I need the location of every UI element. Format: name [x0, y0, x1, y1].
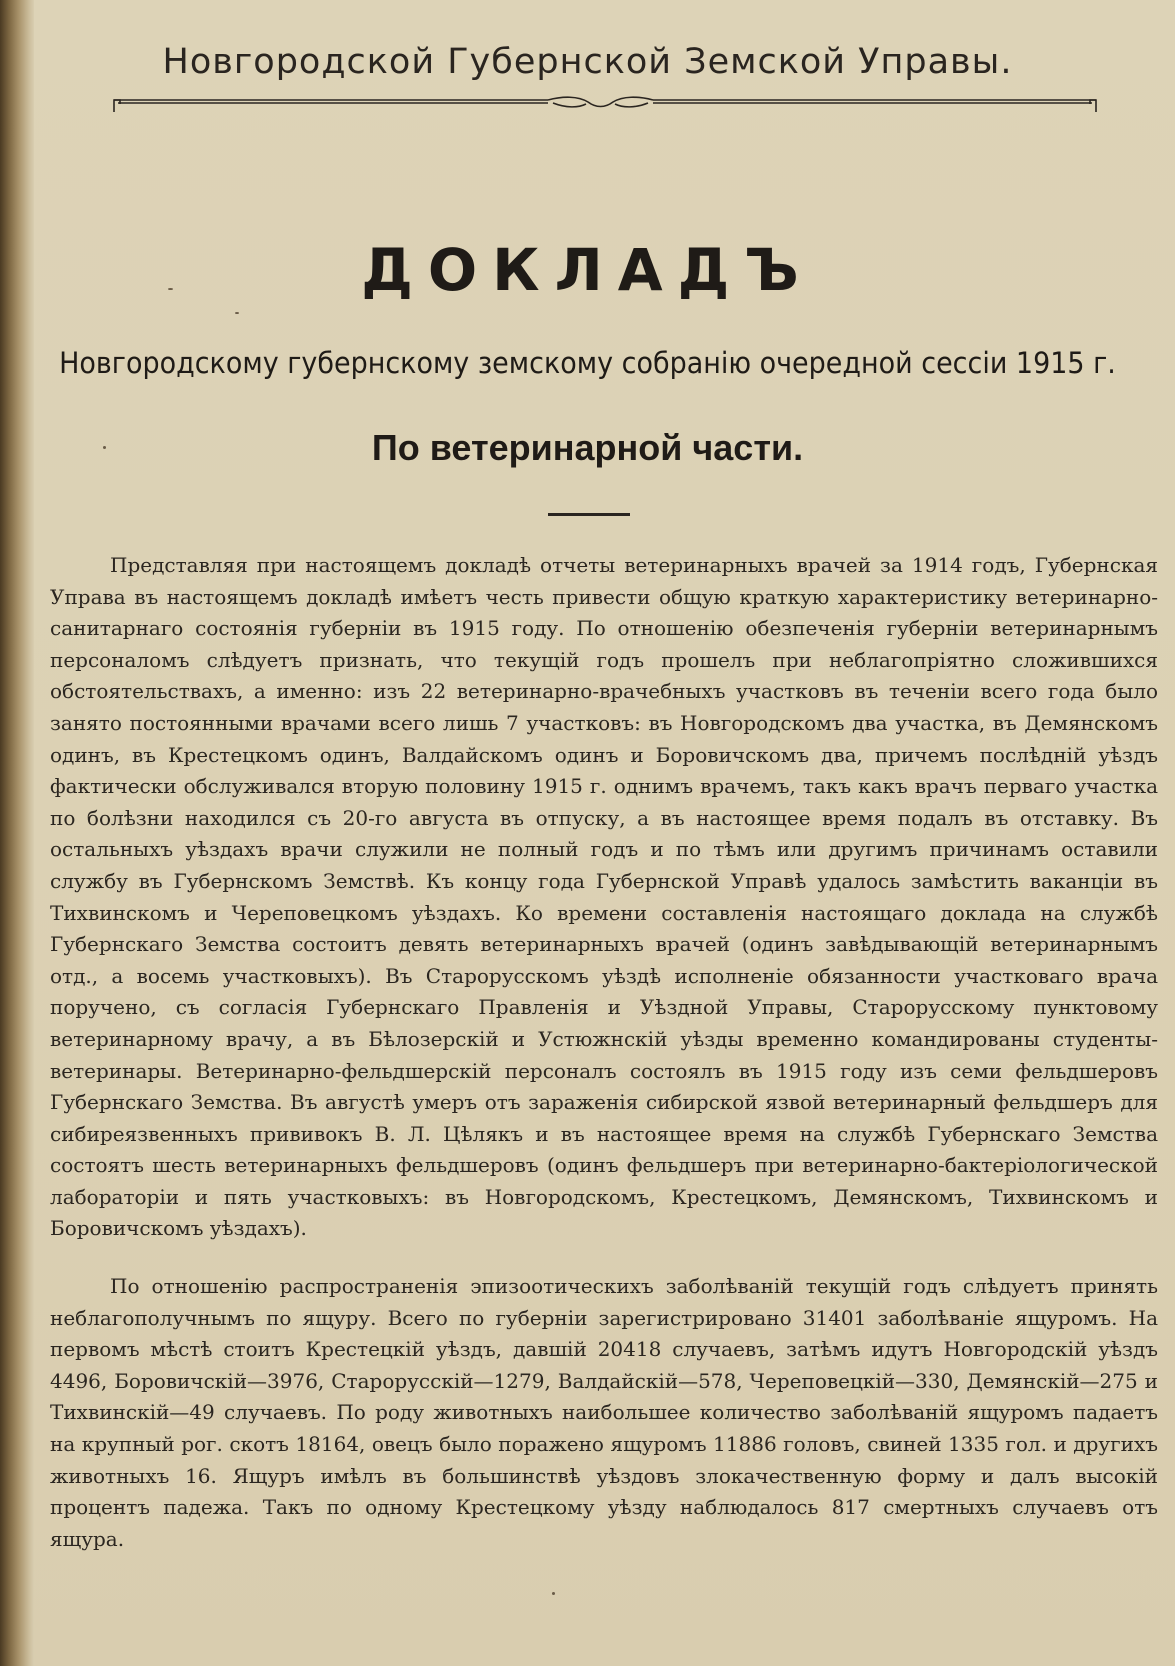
section-title: По ветеринарной части. [371, 427, 804, 468]
paragraph: По отношенію распространенія эпизоотическихъ заболѣваній текущій годъ слѣдуетъ принять неблагополучнымъ по ящуру. Всего по губерніи зарегистрировано 31401 заболѣваніе ящуромъ. На первомъ мѣстѣ стоитъ Крестецкій уѣздъ, давшій 20418 случаевъ, затѣмъ идутъ Новгородскій уѣздъ 4496, Боровичскій—3976, Старорусскій—1279, Валдайскій—578, Череповецкій—330, Демянскій—275 и Тихвинскій—49 случаевъ. По роду животныхъ наибольшее количество заболѣваній ящуромъ падаетъ на крупный рог. скотъ 18164, овецъ было поражено ящуромъ 11886 головъ, свиней 1335 гол. и другихъ животныхъ 16. Ящуръ имѣлъ въ большинствѣ уѣздовъ злокачественную форму и далъ высокій процентъ падежа. Такъ по одному Крестецкому уѣзду наблюдалось 817 смертныхъ случаевъ отъ ящура. [50, 1274, 1158, 1551]
document-title: ДОКЛАДЪ [361, 236, 814, 304]
document-subtitle: Новгородскому губернскому земскому собранію очередной сессіи 1915 г. [59, 346, 1116, 380]
paragraph: Представляя при настоящемъ докладѣ отчеты ветеринарныхъ врачей за 1914 годъ, Губернская Управа въ настоящемъ докладѣ имѣетъ честь привести общую краткую характеристику ветеринарно-санитарнаго состоянія губерніи въ 1915 году. По отношенію обезпеченія губерніи ветеринарнымъ персоналомъ слѣдуетъ признать, что текущій годъ прошелъ при неблагопріятно сложившихся обстоятельствахъ, а именно: изъ 22 ветеринарно-врачебныхъ участковъ въ теченіи всего года было занято постоянными врачами всего лишь 7 участковъ: въ Новгородскомъ два участка, въ Демянскомъ одинъ, въ Крестецкомъ одинъ, Валдайскомъ одинъ и Боровичскомъ два, причемъ послѣдній уѣздъ фактически обслуживался вторую половину 1915 г. однимъ врачемъ, такъ какъ врачъ перваго участка по болѣзни находился съ 20-го августа въ отпуску, а въ настоящее время подалъ въ отставку. Въ остальныхъ уѣздахъ врачи служили не полный годъ и по тѣмъ или другимъ причинамъ оставили службу въ Губернскомъ Земствѣ. Къ концу года Губернской Управѣ удалось замѣстить ваканціи въ Тихвинскомъ и Череповецкомъ уѣздахъ. Ко времени составленія настоящаго доклада на службѣ Губернскаго Земства состоитъ девять ветеринарныхъ врачей (одинъ завѣдывающій ветеринарнымъ отд., а восемь участковыхъ). Въ Старорусскомъ уѣздѣ исполненіе обязанности участковаго врача поручено, съ согласія Губернскаго Правленія и Уѣздной Управы, Старорусскому пунктовому ветеринарному врачу, а въ Бѣлозерскій и Устюжнскій уѣзды временно командированы студенты-ветеринары. Ветеринарно-фельдшерскій персоналъ состоялъ въ 1915 году изъ семи фельдшеровъ Губернскаго Земства. Въ августѣ умеръ отъ зараженія сибирской язвой ветеринарный фельдшеръ для сибиреязвенныхъ прививокъ В. Л. Цѣлякъ и въ настоящее время на службѣ Губернскаго Земства состоятъ шесть ветеринарныхъ фельдшеровъ (одинъ фельдшеръ при ветеринарно-бактеріологической лабораторіи и пять участковыхъ: въ Новгородскомъ, Крестецкомъ, Демянскомъ, Тихвинскомъ и Боровичскомъ уѣздахъ). [50, 553, 1158, 1241]
section-divider [548, 513, 630, 516]
running-header: Новгородской Губернской Земской Управы. [162, 42, 1013, 82]
body-text [50, 550, 1158, 1581]
ornamental-rule [108, 94, 1102, 114]
